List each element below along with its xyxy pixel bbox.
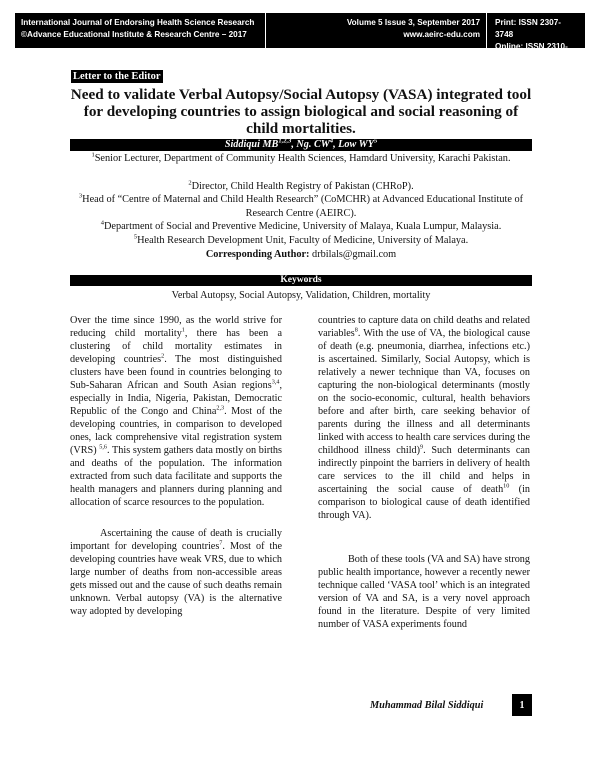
header-issn-box [487,13,585,63]
affiliation-3-sup: 3 [78,192,83,200]
affiliation-1-sup: 1 [91,151,95,159]
article-title: Need to validate Verbal Autopsy/Social Autopsy (VASA) integrated tool for developing countries to assign biological and social reasoning of child mortalities. [70,86,532,137]
header-journal-box [15,13,265,48]
affiliation-3 [70,193,532,220]
online-issn: Online: ISSN 2310-3841 [495,42,568,63]
affiliation-2-text: Director, Child Health Registry of Pakistan (CHRoP). [191,181,414,192]
affiliation-1 [70,152,532,166]
affiliation-4-sup: 4 [100,219,104,227]
keywords-heading: Keywords [70,275,532,286]
article-type-label: Letter to the Editor [73,71,161,82]
publisher-line: ©Advance Educational Institute & Research Centre – 2017 [21,30,247,39]
author-1: Siddiqui MB [224,139,279,150]
body-paragraph: Both of these tools (VA and SA) have strong public health importance, however a recently newer technique called ‘VASA tool’ which is an integrated version of VA and SA, is a very novel approach found in the literature. Despite of very limited number of VASA experiments found [318,554,530,630]
affiliation-2-sup: 2 [188,179,192,187]
right-column [318,314,530,631]
corresponding-email[interactable]: drbilals@gmail.com [312,249,397,260]
left-column [70,314,282,618]
author-1-sup: 1,2,3 [278,137,292,145]
corresponding-label: Corresponding Author: [205,249,310,260]
volume-issue: Volume 5 Issue 3, September 2017 [346,18,480,27]
journal-website[interactable]: www.aeirc-edu.com [403,30,480,39]
affiliation-5-sup: 5 [133,233,138,241]
authors-bar: Siddiqui MB$^{1,2,3}$, Ng. $CW^4$, Low $WY^5$ [70,139,532,151]
body-paragraph: Ascertaining the cause of death is crucially important for developing countries$^7$. Most of the developing countries have weak VRS, due to which large number of deaths from non-accessible areas gets missed out and the cause of such deaths remain unknown. Verbal autopsy (VA) is the alternative way adopted by developing [70,528,282,617]
author-2-sup: 4 [329,137,334,145]
affiliation-5 [70,234,532,248]
footer-author-name: Muhammad Bilal Siddiqui [370,700,484,711]
affiliation-3-text: Head of “Centre of Maternal and Child Health Research” (CoMCHR) at Advanced Educational Institute of Research Centre (AEIRC). [82,194,524,219]
body-paragraph: countries to capture data on child deaths and related variables$^8$. With the use of VA, the biological cause of death (e.g. pneumonia, diarrhea, infections etc.) is ascertained. Similarly, Social Autopsy, which is relatively a newer technique than VA, focuses on capturing the non-biological determinants (mostly on the socio-economic, cultural, health behaviors before and after birth, care seeking behavior of parents during the illness and all determinants linked with access to health care services during the childhood illness child)$^9$. Such determinants can indirectly pinpoint the barriers in delivery of health care services to the ill child and helps in ascertaining the social cause of death$^{10}$ (in comparison to biological cause of death identified through VA). [318,315,530,521]
affiliation-5-text: Health Research Development Unit, Faculty of Medicine, University of Malaya. [137,235,469,246]
page-number: 1 [512,694,532,716]
keywords-text: Verbal Autopsy, Social Autopsy, Validation, Children, mortality [171,290,431,301]
author-2: Ng. CW [296,139,330,150]
journal-header [15,13,585,63]
author-3-sup: 5 [373,137,378,145]
affiliation-4 [70,220,532,234]
header-volume-box [266,13,486,48]
journal-name: International Journal of Endorsing Health Science Research [21,18,255,27]
print-issn: Print: ISSN 2307-3748 [495,18,561,39]
author-3: Low WY [338,139,374,150]
corresponding-author [70,248,532,262]
affiliation-4-text: Department of Social and Preventive Medicine, University of Malaya, Kuala Lumpur, Malaysia. [103,221,502,232]
affiliation-1-text: Senior Lecturer, Department of Community Health Sciences, Hamdard University, Karachi Pakistan. [94,153,511,164]
affiliation-2 [70,180,532,194]
body-paragraph: Over the time since 1990, as the world strive for reducing child mortality$^1$, there has been a clustering of child mortality estimates in developing countries$^2$. The most distinguished clusters have been found in countries belonging to Sub-Saharan African and South Asian regions$^{3,4}$, especially in India, Nigeria, Pakistan, Democratic Republic of the Congo and China$^{2,3}$. Most of the developing countries, in comparison to developed ones, lack comprehensive vital registration system (VRS) $^{5,6}$. This system gathers data mostly on births and deaths of the population. The information extracted from such data facilitate and supports the health managers and planners during planning and allocation of scarce resources to the population. [70,315,282,508]
